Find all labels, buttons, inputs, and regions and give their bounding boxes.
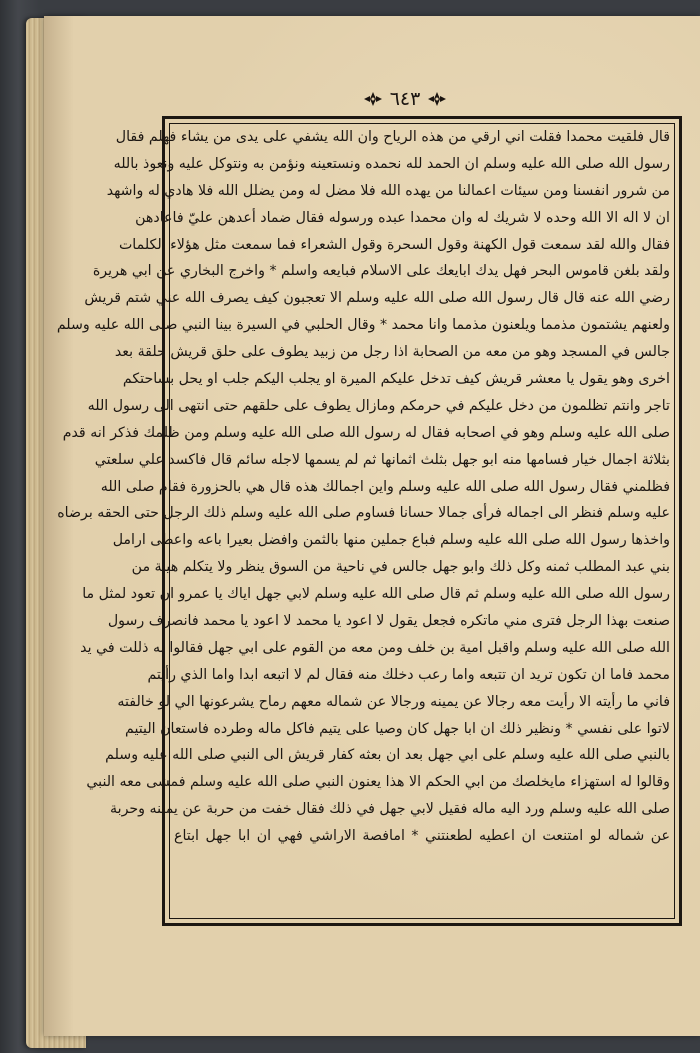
text-line: ان لا اله الا الله وحده لا شريك له وان محمدا عبده ورسوله فقال ضماد أعدهن عليّ فاعادهن xyxy=(135,209,670,226)
text-line: ولعنهم يشتمون مذمما ويلعنون مذمما وانا محمد * وقال الحلبي في السيرة بينا النبي صلى الله عليه وسلم xyxy=(56,317,670,334)
text-line: تاجر وانتم تظلمون من دخل عليكم في حرمكم ومازال يطوف على حلقهم حتى انتهى الى رسول الله xyxy=(87,397,670,414)
page-number-header xyxy=(360,86,450,112)
text-line: من شرور انفسنا ومن سيئات اعمالنا من يهده الله فلا مضل له ومن يضلل الله فلا هادي له واشهد xyxy=(106,182,670,199)
text-line xyxy=(170,873,674,896)
text-line: بني عبد المطلب ثمنه وكل ذلك وابو جهل جالس في ناحية من السوق ينظر ولا يتكلم هيبة من xyxy=(131,559,670,576)
text-line: صنعت بهذا الرجل فترى مني ماتكره فجعل يقول لا اعود يا محمد لا اعود يا محمد فانصرف رسول xyxy=(107,613,670,630)
text-line: بثلاثة اجمال خيار فسامها منه ابو جهل بثلث اثمانها ثم لم يسمها لاجله سائم قال فاكسد علي سلعتي xyxy=(94,451,670,468)
text-line: رضي الله عنه قال قال رسول الله صلى الله عليه وسلم الا تعجبون كيف يصرف الله عني شتم قريش xyxy=(84,290,670,307)
text-line: ولقد بلغن قاموس البحر فهل يدك ابايعك على الاسلام فبايعه واسلم * واخرج البخاري عن ابي هريرة xyxy=(92,263,670,280)
text-line: عليه وسلم فنظر الى اجماله فرأى جمالا حسانا فساوم صلى الله عليه وسلم ذلك الرجل حتى الحقه برضاه xyxy=(57,505,670,522)
ornament-left-icon xyxy=(426,90,448,108)
text-line: الله صلى الله عليه وسلم واقبل امية بن خلف ومن معه من القوم على ابي جهل فقالوا له ذللت في يد xyxy=(80,639,670,656)
text-line xyxy=(170,850,674,873)
text-line: محمد فاما ان تكون تريد ان تتبعه واما رعب دخلك منه فقال لم لا اتبعه ابدا واما الذي رأيتم xyxy=(147,666,670,683)
text-line: فقال والله لقد سمعت قول الكهنة وقول السحرة وقول الشعراء فما سمعت مثل هؤلاء الكلمات xyxy=(118,236,670,253)
text-line: جالس في المسجد وهو من معه من الصحابة اذا رجل من زبيد يطوف على حلق قريش حلقة بعد xyxy=(114,344,670,361)
text-line: اخرى وهو يقول يا معشر قريش كيف تدخل عليكم الميرة او يجلب اليكم جلب او يحل بساحتكم xyxy=(122,371,670,388)
text-line xyxy=(170,897,674,920)
text-line: بالنبي صلى الله عليه وسلم على ابي جهل بعد ان بعثه كفار قريش الى النبي صلى الله عليه وسلم xyxy=(105,747,670,764)
text-line: قال فلقيت محمدا فقلت اني ارقي من هذه الرياح وان الله يشفي على يدى من يشاء فهلم فقال xyxy=(115,129,670,145)
text-line: صلى الله عليه وسلم وهو في اصحابه فقال له رسول الله صلى الله عليه وسلم ومن ظلمك فذكر انه قدم xyxy=(62,424,670,441)
text-line: فاني ما رأيته الا رأيت معه رجالا عن يمينه ورجالا عن شماله معهم رماح يشرعونها الي لو خالفته xyxy=(117,693,670,710)
page-number: ٦٤٣ xyxy=(389,88,421,110)
text-line: واخذها رسول الله صلى الله عليه وسلم فباع جملين منها بالثمن وافضل بعيرا باعه واعطى ارامل xyxy=(112,532,670,549)
text-line: رسول الله صلى الله عليه وسلم ثم قال صلى الله عليه وسلم لابي جهل اياك يا عمرو ان تعود لمثل ما xyxy=(82,586,670,603)
text-line: رسول الله صلى الله عليه وسلم ان الحمد لله نحمده ونستعينه ونؤمن به ونتوكل عليه ونعوذ بالله xyxy=(113,155,670,172)
text-line: فظلمني فقال رسول الله صلى الله عليه وسلم واين اجمالك هذه قال هي بالحزورة فقام صلى الله xyxy=(100,478,670,495)
text-line: وقالوا له استهزاء مايخلصك من ابي الحكم الا هذا يعنون النبي صلى الله عليه وسلم فمشى معه النبي xyxy=(86,774,670,791)
ornament-right-icon xyxy=(362,90,384,108)
text-line: عن شماله لو امتنعت ان اعطيه لطعنتني * امافصة الاراشي فهي ان ابا جهل ابتاع xyxy=(174,828,670,845)
text-line: صلى الله عليه وسلم ورد اليه ماله فقيل لابي جهل في ذلك فقال خفت من حربة عن يمينه وحربة xyxy=(110,801,670,818)
text-line: لاتوا على نفسي * ونظير ذلك ان ابا جهل كان وصيا على يتيم فاكل ماله وطرده فاستعان اليتيم xyxy=(125,720,670,737)
body-text xyxy=(56,124,674,920)
